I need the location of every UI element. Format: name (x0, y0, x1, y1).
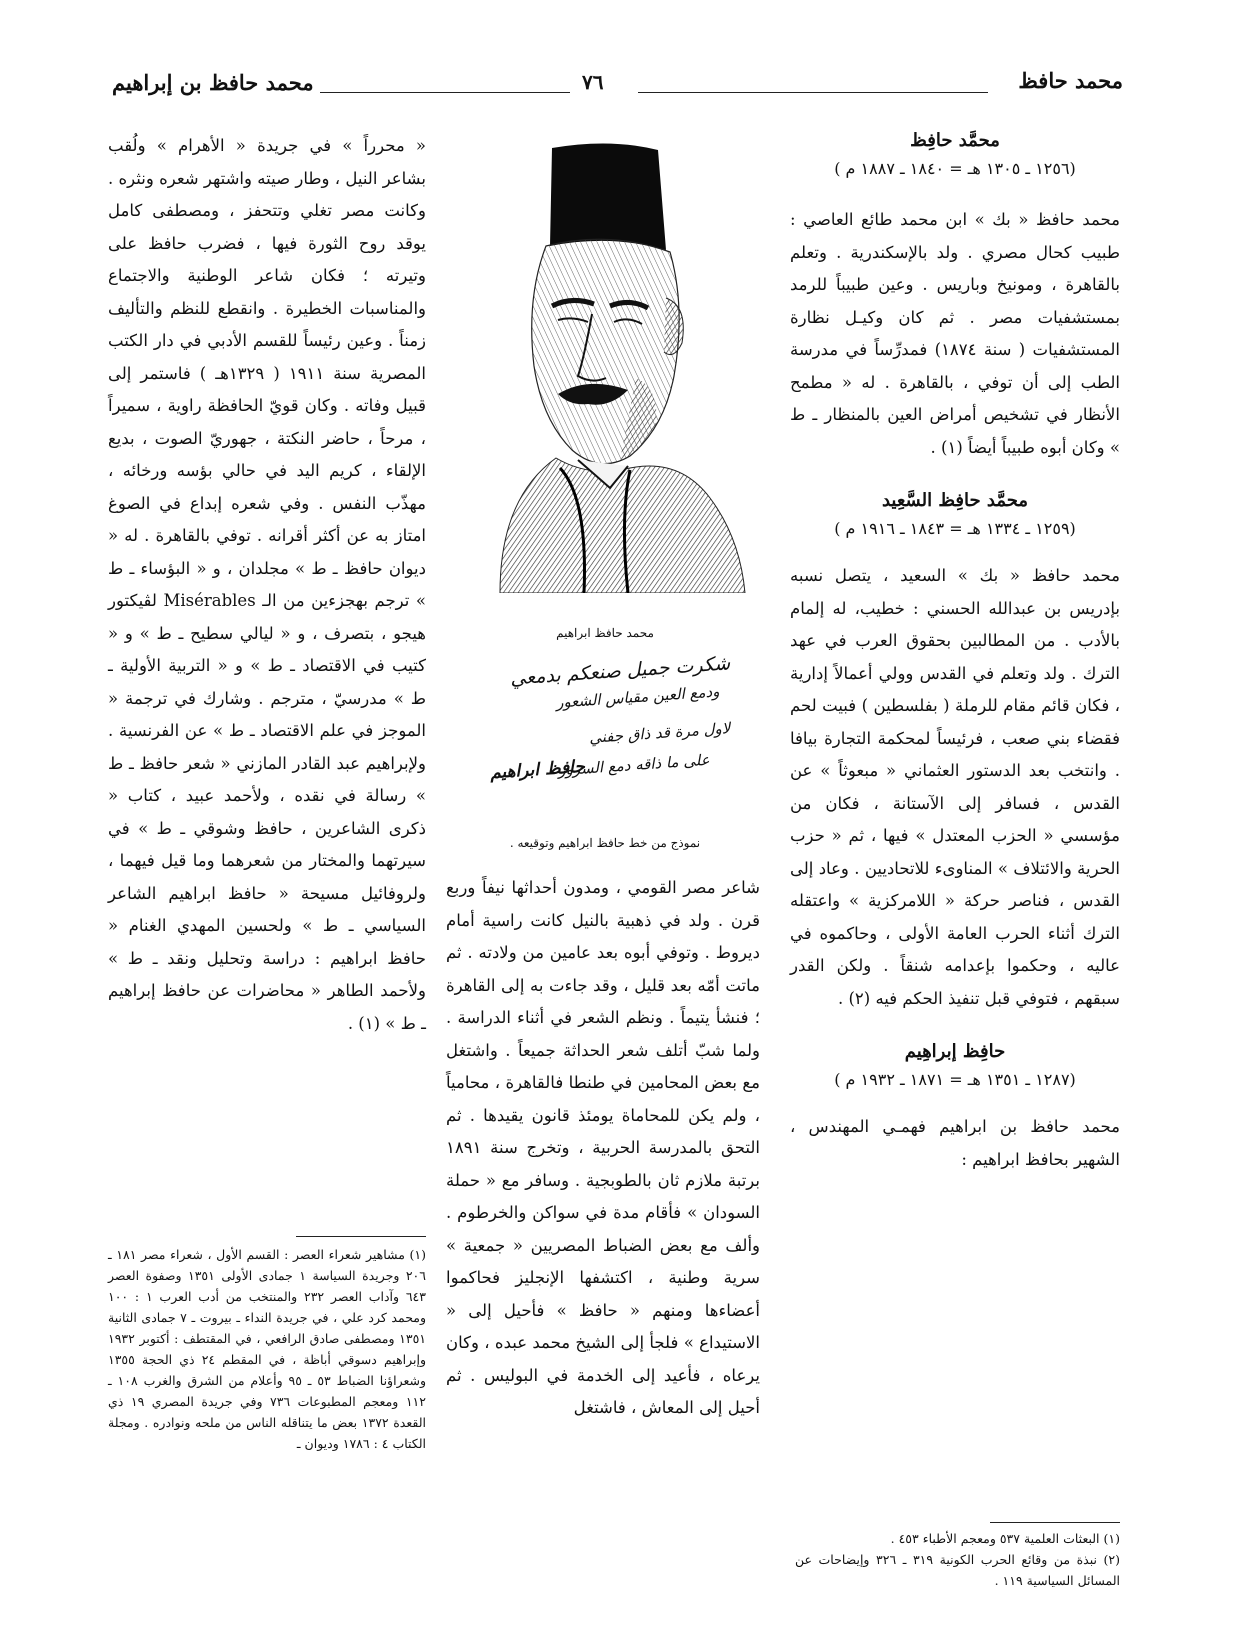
footnote-rule-left (296, 1236, 426, 1237)
entry-mohammad-hafez (790, 126, 1120, 464)
handwriting-sample (460, 652, 750, 810)
middle-column (446, 872, 760, 1425)
handwriting-line: على ما ذاقه دمع السرور (557, 750, 711, 780)
entry-hafez-ibrahim (790, 1037, 1120, 1176)
handwriting-caption: نموذج من خط حافظ ابراهيم وتوقيعه . (509, 836, 701, 850)
entry-dates: (١٢٨٧ ـ ١٣٥١ هـ = ١٨٧١ ـ ١٩٣٢ م ) (834, 1070, 1076, 1089)
entry-dates: (١٢٥٦ ـ ١٣٠٥ هـ = ١٨٤٠ ـ ١٨٨٧ م ) (834, 159, 1076, 178)
footnote: (٢) نبذة من وقائع الحرب الكونية ٣١٩ ـ ٣٢٦ وإيضاحات عن المسائل السياسية ١١٩ . (795, 1552, 1120, 1588)
portrait-caption: محمد حافظ ابراهيم (556, 626, 654, 640)
column-body: « محرراً » في جريدة « الأهرام » ولُقب بشاعر النيل ، وطار صيته واشتهر شعره ونثره . وكانت مصر تغلي وتتحفز ، ومصطفى كامل يوقد روح الثورة فيها ، فضرب حافظ على وتيرته ؛ فكان شاعر الوطنية والاجتماع والمناسبات الخطيرة . وانقطع للنظم والتأليف زمناً . وعين رئيساً للقسم الأدبي في دار الكتب المصرية سنة ١٩١١ ( ١٣٢٩هـ ) فاستمر إلى قبيل وفاته . وكان قويّ الحافظة راوية ، سميراً ، مرحاً ، حاضر النكتة ، جهوريّ الصوت ، بديع الإلقاء ، كريم اليد في حالي بؤسه ورخائه ، مهذّب النفس . وفي شعره إبداع في الصوغ امتاز به عن أكثر أقرانه . توفي بالقاهرة . له « ديوان حافظ ـ ط » مجلدان ، و « البؤساء ـ ط » ترجم بهجزءين من الـ Misérables لڤيكتور هيجو ، بتصرف ، و « ليالي سطيح ـ ط » و « كتيب في الاقتصاد ـ ط » و « التربية الأولية ـ ط » مدرسيّ ، مترجم . وشارك في ترجمة « الموجز في علم الاقتصاد ـ ط » عن الفرنسية . ولإبراهيم عبد القادر المازني « شعر حافظ ـ ط » رسالة في نقده ، ولأحمد عبيد ، كتاب « ذكرى الشاعرين ، حافظ وشوقي ـ ط » في سيرتهما والمختار من شعرهما وما قيل فيهما ، ولروفائيل مسيحة « حافظ ابراهيم الشاعر السياسي ـ ط » ولحسين المهدي الغنام « حافظ ابراهيم : دراسة وتحليل ونقد ـ ط » ولأحمد الطاهر « محاضرات عن حافظ إبراهيم ـ ط » (١) . (108, 136, 426, 1033)
header-rule-right (638, 92, 988, 93)
signature: حافظ ابراهيم (489, 756, 586, 784)
entry-body: محمد حافظ « بك » السعيد ، يتصل نسبه بإدريس بن عبدالله الحسني : خطيب، له إلمام بالأدب . من المطالبين بحقوق العرب في عهد الترك . ولد وتعلم في القدس وولي أعمالاً إدارية ، فكان قائم مقام للرملة ( بفلسطين ) فبيت لحم فقضاء بني صعب ، فرئيساً لمحكمة التجارة بيافا . وانتخب بعد الدستور العثماني « مبعوثاً » عن القدس ، فسافر إلى الآستانة ، فكان من مؤسسي « الحزب المعتدل » فيها ، ثم « حزب الحرية والائتلاف » المناوىء للاتحاديين . وعاد إلى القدس ، فناصر حركة « اللامركزية » واعتقله الترك أثناء الحرب العامة الأولى ، وحاكموه في عاليه ، وحكموا بإعدامه شنقاً . ولكن القدر سبقهم ، فتوفي قبل تنفيذ الحكم فيه (٢) . (790, 566, 1120, 1008)
right-column (790, 126, 1120, 1176)
page-number: ٧٦ (582, 70, 604, 94)
footnote: (١) البعثات العلمية ٥٣٧ ومعجم الأطباء ٤٥٣ . (890, 1531, 1120, 1546)
footnotes-right (795, 1528, 1120, 1591)
footnotes-left (108, 1244, 426, 1454)
entry-body: محمد حافظ بن ابراهيم فهمـي المهندس ، الشهير بحافظ ابراهيم : (790, 1117, 1120, 1169)
entry-title: حافِظ إبراهِيم (904, 1041, 1006, 1062)
entry-mohammad-hafez-alsaeed (790, 486, 1120, 1015)
footnote: (١) مشاهير شعراء العصر : القسم الأول ، شعراء مصر ١٨١ ـ ٢٠٦ وجريدة السياسة ١ جمادى الأولى ١٣٥١ وصفوة العصر ٦٤٣ وآداب العصر ٢٣٢ والمنتخب من أدب العرب ١ : ١٠٠ ومحمد كرد علي ، في جريدة النداء ـ بيروت ـ ٧ جمادى الثانية ١٣٥١ ومصطفى صادق الرافعي ، في المقتطف : أكتوبر ١٩٣٢ وإبراهيم دسوقي أباظة ، في المقطم ٢٤ ذي الحجة ١٣٥٥ وشعراؤنا الضباط ٥٣ ـ ٩٥ وأعلام من الشرق والغرب ١٠٨ ـ ١١٢ ومعجم المطبوعات ٧٣٦ وفي جريدة المصري ١٩ ذي القعدة ١٣٧٢ بعض ما يتناقله الناس من ملحه ونوادره . ومجلة الكتاب ٤ : ١٧٨٦ وديوان ـ (108, 1247, 427, 1451)
entry-title: محمَّد حافِظ السَّعِيد (881, 490, 1029, 511)
entry-body: محمد حافظ « بك » ابن محمد طائع العاصي : طبيب كحال مصري . ولد بالإسكندرية . وتعلم بالقاهرة ، ومونيخ وباريس . وعين طبيباً للرمد بمستشفيات مصر . ثم كان وكيـل نظارة المستشفيات ( سنة ١٨٧٤) فمدرِّساً في مدرسة الطب إلى أن توفي ، بالقاهرة . له « مطمح الأنظار في تشخيص أمراض العين بالمنظار ـ ط » وكان أبوه طبيباً أيضاً (١) . (790, 210, 1120, 457)
running-header-left: محمد حافظ بن إبراهيم (112, 70, 314, 95)
entry-title: محمَّد حافِظ (910, 130, 1000, 151)
header-rule-left (320, 92, 570, 93)
entry-dates: (١٢٥٩ ـ ١٣٣٤ هـ = ١٨٤٣ ـ ١٩١٦ م ) (834, 519, 1076, 538)
handwriting-line: ودمع العين مقياس الشعور (556, 682, 721, 712)
running-header-right: محمد حافظ (1018, 68, 1123, 93)
footnote-rule-right (990, 1522, 1120, 1523)
handwriting-line: شكرت جميل صنعكم بدمعي (509, 652, 731, 690)
handwriting-line: لاول مرة قد ذاق جفني (588, 719, 731, 747)
column-body: شاعر مصر القومي ، ومدون أحداثها نيفاً وربع قرن . ولد في ذهبية بالنيل كانت راسية أمام ديروط . وتوفي أبوه بعد عامين من ولادته . ثم ماتت أمّه بعد قليل ، وقد جاءت به إلى القاهرة ؛ فنشأ يتيماً . ونظم الشعر في أثناء الدراسة . ولما شبّ أتلف شعر الحداثة جميعاً . واشتغل مع بعض المحامين في طنطا فالقاهرة ، محامياً ، ولم يكن للمحاماة يومئذ قانون يقيدها . ثم التحق بالمدرسة الحربية ، وتخرج سنة ١٨٩١ برتبة ملازم ثان بالطوبجية . وسافر مع « حملة السودان » فأقام مدة في سواكن والخرطوم . وألف مع بعض الضباط المصريين « جمعية » سرية وطنية ، اكتشفها الإنجليز فحاكموا أعضاءها ومنهم « حافظ » فأحيل إلى « الاستيداع » فلجأ إلى الشيخ محمد عبده ، وكان يرعاه ، فأعيد إلى الخدمة في البوليس . ثم أحيل إلى المعاش ، فاشتغل (446, 878, 760, 1417)
portrait-image (460, 138, 750, 593)
left-column (108, 130, 426, 1040)
